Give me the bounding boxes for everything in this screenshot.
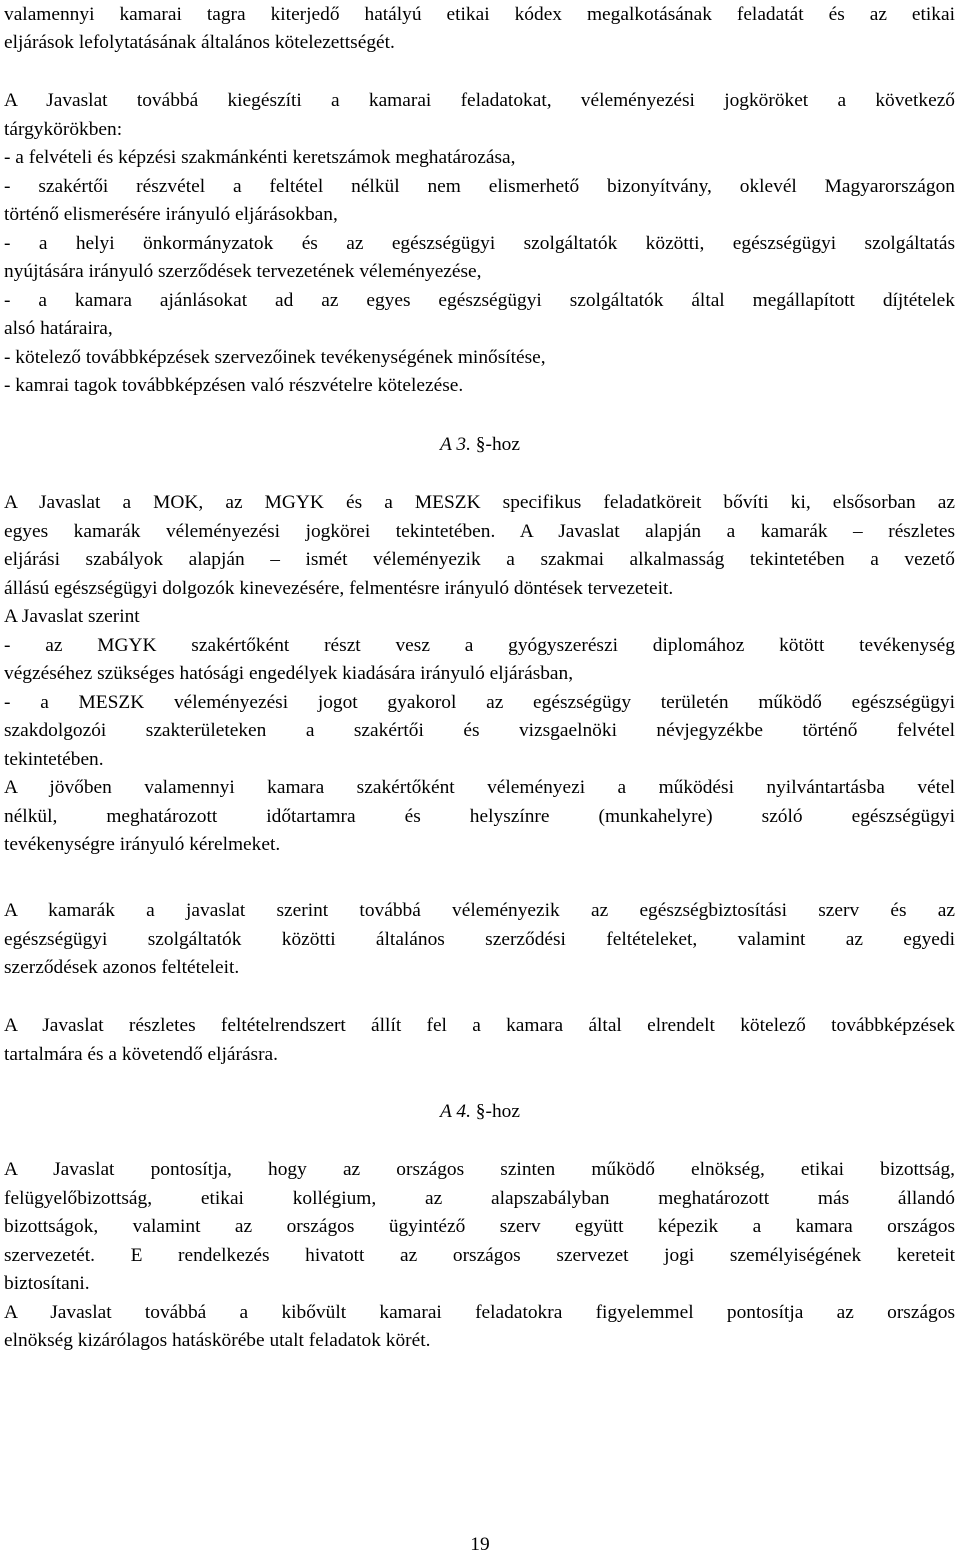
text-line: tekintetében.	[4, 749, 104, 770]
section-symbol: §	[475, 434, 486, 455]
text-line: eljárások lefolytatásának általános kötelezettségét.	[4, 32, 395, 53]
text-line: valamennyi kamarai tagra kiterjedő hatályú etikai kódex megalkotásának feladatát és az etikai	[4, 4, 955, 25]
text-line: szerződések azonos feltételeit.	[4, 957, 240, 978]
heading-prefix: A 4.	[440, 1101, 476, 1122]
section-symbol: §	[475, 1101, 486, 1122]
list-item: - a kamara ajánlásokat ad az egyes egészségügyi szolgáltatók által megállapított díjtételek	[4, 290, 955, 311]
text-line: A jövőben valamennyi kamara szakértőként véleményezi a működési nyilvántartásba vétel	[4, 777, 955, 798]
text-line: egyes kamarák véleményezési jogkörei tekintetében. A Javaslat alapján a kamarák – részletes	[4, 521, 955, 542]
section-4-heading	[0, 1097, 960, 1126]
heading-suffix: -hoz	[485, 434, 520, 455]
text-line: állású egészségügyi dolgozók kinevezésére, felmentésre irányuló döntések tervezeteit.	[4, 578, 674, 599]
text-line: biztosítani.	[4, 1273, 90, 1294]
list-item: - az MGYK szakértőként részt vesz a gyógyszerészi diplomához kötött tevékenység	[4, 635, 955, 656]
text-line: tárgykörökben:	[4, 119, 123, 140]
text-line: A Javaslat továbbá a kibővült kamarai feladatokra figyelemmel pontosítja az országos	[4, 1302, 955, 1323]
text-line: történő elismerésére irányuló eljárásokban,	[4, 204, 338, 225]
section-3-heading	[0, 430, 960, 459]
text-line: szervezetét. E rendelkezés hivatott az országos szervezet jogi személyiségének kereteit	[4, 1245, 955, 1266]
text-line: elnökség kizárólagos hatáskörébe utalt feladatok körét.	[4, 1330, 431, 1351]
list-item: - szakértői részvétel a feltétel nélkül nem elismerhető bizonyítvány, oklevél Magyarországon	[4, 176, 955, 197]
heading-suffix: -hoz	[485, 1101, 520, 1122]
list-item: - a MESZK véleményezési jogot gyakorol az egészségügy területén működő egészségügyi	[4, 692, 955, 713]
text-line: szakdolgozói szakterületeken a szakértői és vizsgaelnöki névjegyzékbe történő felvétel	[4, 720, 955, 741]
text-line: tevékenységre irányuló kérelmeket.	[4, 834, 281, 855]
text-line: A kamarák a javaslat szerint továbbá véleményezik az egészségbiztosítási szerv és az	[4, 900, 955, 921]
list-item: - kamrai tagok továbbképzésen való részvételre kötelezése.	[4, 375, 464, 396]
text-line: egészségügyi szolgáltatók közötti általános szerződési feltételeket, valamint az egyedi	[4, 929, 955, 950]
text-line: bizottságok, valamint az országos ügyintéző szerv együtt képezik a kamara országos	[4, 1216, 955, 1237]
text-line: felügyelőbizottság, etikai kollégium, az alapszabályban meghatározott más állandó	[4, 1188, 955, 1209]
text-line: alsó határaira,	[4, 318, 113, 339]
list-item: - a felvételi és képzési szakmánkénti keretszámok meghatározása,	[4, 147, 516, 168]
page-number: 19	[470, 1534, 490, 1555]
text-line: nélkül, meghatározott időtartamra és helyszínre (munkahelyre) szóló egészségügyi	[4, 806, 955, 827]
text-line: nyújtására irányuló szerződések tervezetének véleményezése,	[4, 261, 482, 282]
text-line: A Javaslat részletes feltételrendszert állít fel a kamara által elrendelt kötelező továbbképzések	[4, 1015, 955, 1036]
text-line: eljárási szabályok alapján – ismét véleményezik a szakmai alkalmasság tekintetében a vezető	[4, 549, 955, 570]
text-line: tartalmára és a követendő eljárásra.	[4, 1044, 279, 1065]
text-line: A Javaslat továbbá kiegészíti a kamarai feladatokat, véleményezési jogköröket a következő	[4, 90, 955, 111]
heading-prefix: A 3.	[440, 434, 476, 455]
text-line: A Javaslat a MOK, az MGYK és a MESZK specifikus feladatköreit bővíti ki, elsősorban az	[4, 492, 955, 513]
text-line: A Javaslat szerint	[4, 606, 140, 627]
text-line: A Javaslat pontosítja, hogy az országos szinten működő elnökség, etikai bizottság,	[4, 1159, 955, 1180]
list-item: - kötelező továbbképzések szervezőinek tevékenységének minősítése,	[4, 347, 546, 368]
text-line: végzéséhez szükséges hatósági engedélyek kiadására irányuló eljárásban,	[4, 663, 574, 684]
list-item: - a helyi önkormányzatok és az egészségügyi szolgáltatók közötti, egészségügyi szolgáltatás	[4, 233, 955, 254]
